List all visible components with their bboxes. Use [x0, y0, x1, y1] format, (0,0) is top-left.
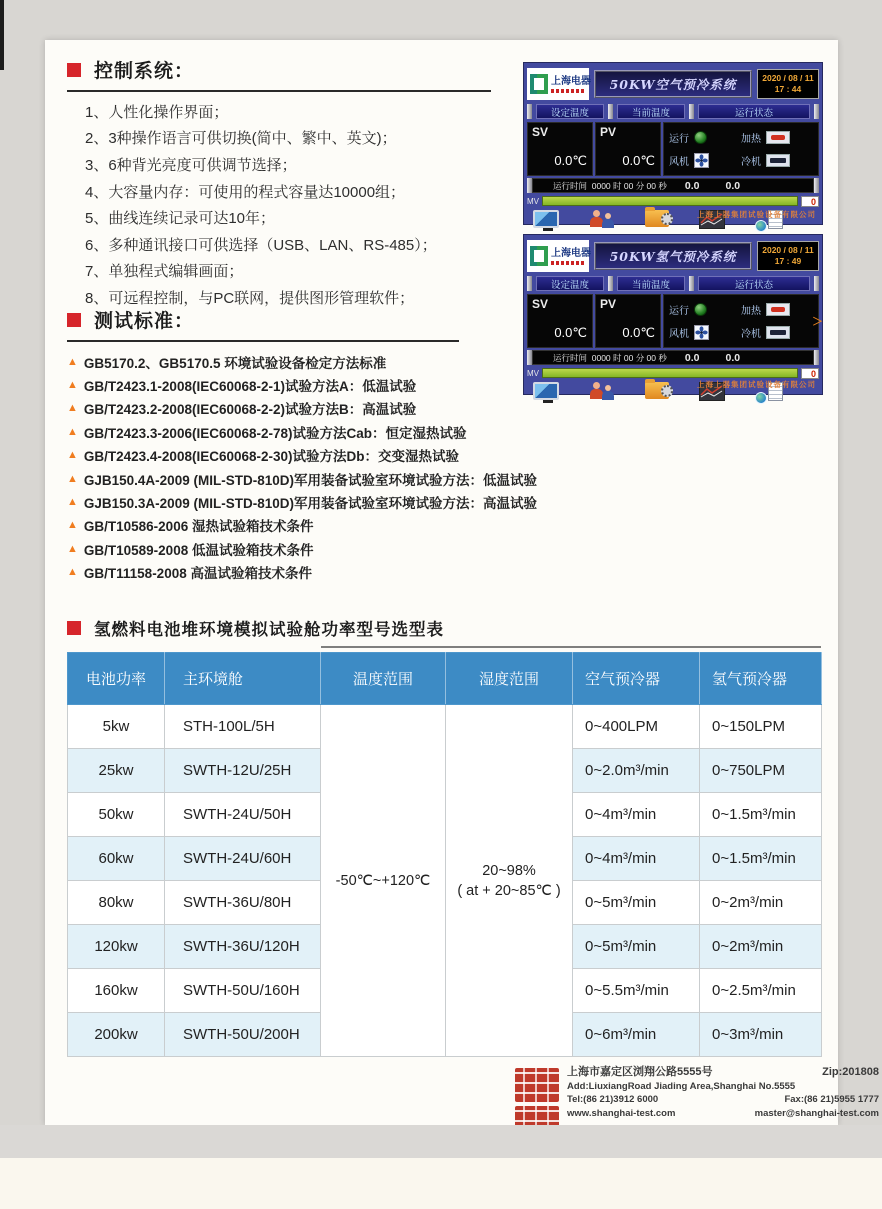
chiller-icon	[766, 154, 790, 167]
list-item: 8、可远程控制，与PC联网，提供图形管理软件；	[85, 289, 415, 307]
list-item: 1、人性化操作界面；	[85, 103, 229, 121]
sv-value: 0.0℃	[554, 325, 587, 340]
list-item: 7、单独程式编辑画面；	[85, 263, 244, 281]
table-row: 120kw SWTH-36U/120H 0~5m³/min 0~2m³/min	[68, 925, 822, 969]
control-section-heading	[67, 56, 194, 83]
table-row: 80kw SWTH-36U/80H 0~5m³/min 0~2m³/min	[68, 881, 822, 925]
table-row: 60kw SWTH-24U/60H 0~4m³/min 0~1.5m³/min	[68, 837, 822, 881]
run-label: 运行	[669, 306, 689, 317]
fan-icon	[694, 325, 709, 340]
run-indicator-icon	[694, 131, 707, 144]
brand-logo-icon	[530, 74, 548, 94]
website-link: www.shanghai-test.com	[567, 1107, 676, 1119]
controller-screenshot-hydrogen	[523, 234, 823, 395]
metal-cap	[608, 104, 613, 119]
brand-logo	[527, 68, 589, 100]
metal-cap	[608, 276, 613, 291]
cool-label: 冷机	[741, 329, 761, 340]
run-status-button: 运行状态	[698, 104, 810, 119]
column-header: 氢气预冷器	[700, 653, 822, 705]
panel-company-name: 上海上器集团试验设备有限公司	[697, 210, 816, 219]
metal-cap	[527, 276, 532, 291]
run-status-button: 运行状态	[698, 276, 810, 291]
pv-value: 0.0℃	[622, 153, 655, 168]
triangle-bullet-icon: ▲	[67, 425, 78, 438]
triangle-bullet-icon: ▲	[67, 402, 78, 415]
mv-label: MV	[527, 196, 539, 206]
panel-title: 50KW空气预冷系统	[594, 70, 752, 98]
panel-time: 17 : 49	[774, 256, 802, 266]
run-label: 运行	[669, 134, 689, 145]
table-section-heading	[67, 616, 444, 640]
column-header: 湿度范围	[446, 653, 573, 705]
metal-cap	[527, 104, 532, 119]
table-row: 5kw STH-100L/5H -50℃~+120℃ 20~98% ( at + 20~85℃ ) 0~400LPM 0~150LPM	[68, 705, 822, 749]
model-selection-table	[67, 652, 822, 1057]
list-item: ▲ GB/T10586-2006 湿热试验箱技术条件	[67, 519, 314, 535]
runtime-extra-a: 0.0	[684, 351, 700, 364]
zip-code: Zip:201808	[822, 1066, 879, 1078]
current-temp-button: 当前温度	[617, 276, 685, 291]
brand-logo-text: 上海电器	[551, 75, 591, 87]
set-temp-button: 设定温度	[536, 104, 604, 119]
scan-line-artifact	[321, 646, 821, 648]
standards-section-heading	[67, 306, 194, 333]
list-item: ▲ GB/T11158-2008 高温试验箱技术条件	[67, 566, 312, 582]
fan-icon	[694, 153, 709, 168]
triangle-bullet-icon: ▲	[67, 496, 78, 509]
monitor-icon	[533, 210, 559, 228]
controller-screenshot-air	[523, 62, 823, 225]
footer-contact-block	[567, 1066, 879, 1120]
pv-label: PV	[600, 297, 617, 311]
list-item: ▲ GB/T2423.3-2006(IEC60068-2-78)试验方法Cab：恒定湿热试验	[67, 425, 467, 441]
pv-label: PV	[600, 125, 617, 139]
mv-value: 0	[801, 368, 819, 379]
metal-cap	[814, 276, 819, 291]
mv-progress-bar	[542, 196, 798, 206]
list-item: ▲ GJB150.4A-2009 (MIL-STD-810D)军用装备试验室环境试验方法：低温试验	[67, 472, 537, 488]
phone-number: Tel:(86 21)3912 6000	[567, 1094, 659, 1105]
list-item: ▲ GJB150.3A-2009 (MIL-STD-810D)军用装备试验室环境试验方法：高温试验	[67, 496, 537, 512]
page-curl-arrow-icon: ＞	[812, 316, 823, 328]
status-panel	[663, 294, 819, 348]
list-item: ▲ GB5170.2、GB5170.5 环境试验设备检定方法标准	[67, 355, 387, 371]
panel-title: 50KW氢气预冷系统	[594, 242, 752, 270]
runtime-value: 0000 时 00 分 00 秒	[591, 352, 667, 363]
cool-label: 冷机	[741, 157, 761, 168]
pv-display	[595, 294, 661, 348]
panel-date: 2020 / 08 / 11	[762, 73, 814, 83]
mv-value: 0	[801, 196, 819, 207]
brand-logo-subtext-artifact	[551, 89, 585, 93]
panel-time: 17 : 44	[774, 84, 802, 94]
current-temp-button: 当前温度	[617, 104, 685, 119]
status-panel	[663, 122, 819, 176]
humidity-range-cell: 20~98% ( at + 20~85℃ )	[446, 705, 573, 1057]
sv-label: SV	[532, 297, 549, 311]
pv-display	[595, 122, 661, 176]
metal-cap	[814, 104, 819, 119]
runtime-extra-a: 0.0	[684, 179, 700, 192]
panel-company-name: 上海上器集团试验设备有限公司	[697, 380, 816, 389]
page-bottom-shadow	[0, 1125, 882, 1158]
list-item: ▲ GB/T2423.1-2008(IEC60068-2-1)试验方法A：低温试验	[67, 379, 417, 395]
column-header: 空气预冷器	[573, 653, 700, 705]
heater-icon	[766, 303, 790, 316]
fan-label: 风机	[669, 157, 689, 168]
list-item: 2、3种操作语言可供切换(简中、繁中、英文)；	[85, 130, 397, 148]
column-header: 主环境舱	[165, 653, 321, 705]
triangle-bullet-icon: ▲	[67, 379, 78, 392]
list-item: 5、曲线连续记录可达10年；	[85, 210, 276, 228]
heater-icon	[766, 131, 790, 144]
panel-datetime	[757, 69, 819, 99]
globe-icon	[755, 220, 767, 232]
brand-logo	[527, 240, 589, 272]
table-header-row	[68, 653, 822, 705]
runtime-bar	[532, 350, 814, 365]
column-header: 电池功率	[68, 653, 165, 705]
temp-range-cell: -50℃~+120℃	[321, 705, 446, 1057]
table-row: 50kw SWTH-24U/50H 0~4m³/min 0~1.5m³/min	[68, 793, 822, 837]
brand-logo-icon	[530, 246, 548, 266]
list-item: 6、多种通讯接口可供选择（USB、LAN、RS-485）；	[85, 236, 437, 254]
heat-label: 加热	[741, 134, 761, 145]
sv-label: SV	[532, 125, 549, 139]
heading-rule	[67, 90, 491, 92]
datasheet-page	[45, 40, 879, 1125]
table-row: 200kw SWTH-50U/200H 0~6m³/min 0~3m³/min	[68, 1013, 822, 1057]
red-square-bullet-icon	[67, 313, 81, 327]
runtime-bar	[532, 178, 814, 193]
runtime-label: 运行时间	[553, 352, 588, 363]
list-item: ▲ GB/T2423.4-2008(IEC60068-2-30)试验方法Db：交变湿热试验	[67, 449, 460, 465]
section-title: 控制系统：	[94, 61, 195, 82]
table-row: 160kw SWTH-50U/160H 0~5.5m³/min 0~2.5m³/min	[68, 969, 822, 1013]
sv-value: 0.0℃	[554, 153, 587, 168]
email-address: master@shanghai-test.com	[754, 1107, 879, 1119]
table-row: 25kw SWTH-12U/25H 0~2.0m³/min 0~750LPM	[68, 749, 822, 793]
chiller-icon	[766, 326, 790, 339]
control-feature-list	[85, 98, 525, 311]
program-folder-icon	[645, 210, 669, 227]
address-cn: 上海市嘉定区浏翔公路5555号	[567, 1066, 713, 1078]
mv-label: MV	[527, 368, 539, 378]
section-title: 测试标准：	[94, 311, 195, 332]
set-temp-button: 设定温度	[536, 276, 604, 291]
red-square-bullet-icon	[67, 63, 81, 77]
panel-datetime	[757, 241, 819, 271]
mv-progress-bar	[542, 368, 798, 378]
sv-display	[527, 122, 593, 176]
metal-cap	[814, 350, 819, 365]
pv-value: 0.0℃	[622, 325, 655, 340]
runtime-label: 运行时间	[553, 180, 588, 191]
fan-label: 风机	[669, 329, 689, 340]
heat-label: 加热	[741, 306, 761, 317]
metal-cap	[814, 178, 819, 193]
program-folder-icon	[645, 382, 669, 399]
metal-cap	[689, 104, 694, 119]
list-item: ▲ GB/T10589-2008 低温试验箱技术条件	[67, 542, 314, 558]
runtime-extra-b: 0.0	[725, 179, 741, 192]
triangle-bullet-icon: ▲	[67, 355, 78, 368]
triangle-bullet-icon: ▲	[67, 472, 78, 485]
gear-icon	[661, 213, 673, 225]
triangle-bullet-icon: ▲	[67, 519, 78, 532]
table-title: 氢燃料电池堆环境模拟试验舱功率型号选型表	[94, 621, 444, 639]
triangle-bullet-icon: ▲	[67, 566, 78, 579]
fax-number: Fax:(86 21)5955 1777	[784, 1094, 879, 1105]
address-en: Add:LiuxiangRoad Jiading Area,Shanghai No.5555	[567, 1080, 796, 1092]
triangle-bullet-icon: ▲	[67, 449, 78, 462]
heading-rule	[67, 340, 459, 342]
scanner-background	[0, 1158, 882, 1209]
brand-logo-subtext-artifact	[551, 261, 585, 265]
globe-icon	[755, 392, 767, 404]
users-icon	[589, 210, 617, 230]
run-indicator-icon	[694, 303, 707, 316]
column-header: 温度范围	[321, 653, 446, 705]
gear-icon	[661, 385, 673, 397]
list-item: 3、6种背光亮度可供调节选择；	[85, 156, 297, 174]
sv-display	[527, 294, 593, 348]
scan-edge-artifact	[0, 0, 4, 70]
runtime-extra-b: 0.0	[725, 351, 741, 364]
runtime-value: 0000 时 00 分 00 秒	[591, 180, 667, 191]
panel-date: 2020 / 08 / 11	[762, 245, 814, 255]
metal-cap	[689, 276, 694, 291]
red-square-bullet-icon	[67, 621, 81, 635]
list-item: ▲ GB/T2423.2-2008(IEC60068-2-2)试验方法B：高温试验	[67, 402, 417, 418]
brand-logo-text: 上海电器	[551, 247, 591, 259]
list-item: 4、大容量内存：可使用的程式容量达10000组；	[85, 183, 406, 201]
standards-list	[67, 350, 537, 584]
triangle-bullet-icon: ▲	[67, 542, 78, 555]
users-icon	[589, 382, 617, 402]
